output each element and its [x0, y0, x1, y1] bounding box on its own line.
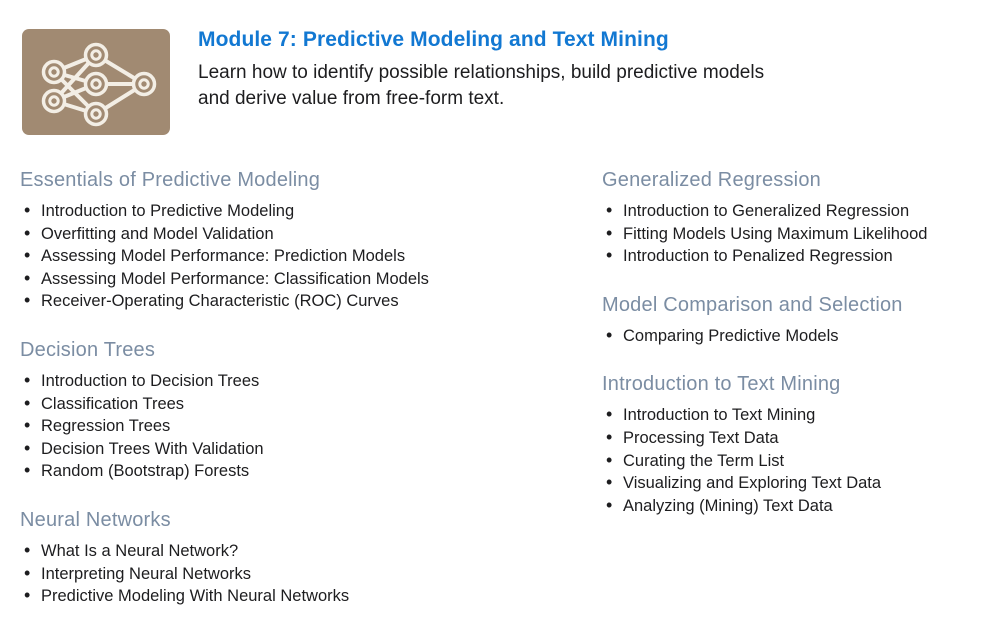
- neural-network-graphic: [22, 29, 170, 135]
- topic-item: • Introduction to Penalized Regression: [602, 245, 992, 268]
- section-heading: Essentials of Predictive Modeling: [20, 169, 321, 191]
- neural-network-icon: [22, 29, 170, 135]
- topic-item: • Introduction to Text Mining: [602, 404, 992, 427]
- topic-list: [602, 200, 992, 268]
- topic-item: • Assessing Model Performance: Classification Models: [20, 268, 585, 291]
- section-heading: Generalized Regression: [602, 169, 821, 191]
- section-heading: Neural Networks: [20, 508, 171, 531]
- section-heading: Decision Trees: [20, 338, 156, 361]
- section-heading: Introduction to Text Mining: [602, 373, 841, 396]
- left-column: [20, 168, 585, 619]
- module-description-line-2: and derive value from free-form text.: [198, 88, 505, 109]
- topic-list: [602, 325, 992, 348]
- module-description-line-1: Learn how to identify possible relationships, build predictive models: [198, 62, 765, 83]
- topic-item: • Curating the Term List: [602, 450, 992, 473]
- topic-item: • Introduction to Decision Trees: [20, 370, 585, 393]
- topic-item: • Analyzing (Mining) Text Data: [602, 495, 992, 518]
- topic-list: [20, 370, 585, 483]
- topic-list: [20, 200, 585, 313]
- topic-item: • Random (Bootstrap) Forests: [20, 460, 585, 483]
- topic-item: • Predictive Modeling With Neural Networks: [20, 585, 585, 608]
- topic-item: • Comparing Predictive Models: [602, 325, 992, 348]
- topic-item: • Classification Trees: [20, 393, 585, 416]
- header: [198, 27, 958, 112]
- topic-item: • Receiver-Operating Characteristic (ROC) Curves: [20, 290, 585, 313]
- topic-item: • Decision Trees With Validation: [20, 438, 585, 461]
- topic-item: • Fitting Models Using Maximum Likelihood: [602, 223, 992, 246]
- topic-item: • Assessing Model Performance: Prediction Models: [20, 245, 585, 268]
- topic-list: [602, 404, 992, 517]
- section-heading: Model Comparison and Selection: [602, 293, 903, 316]
- topic-item: • Introduction to Predictive Modeling: [20, 200, 585, 223]
- topic-item: • Overfitting and Model Validation: [20, 223, 585, 246]
- module-description: [198, 60, 958, 112]
- topic-item: • Processing Text Data: [602, 427, 992, 450]
- topic-item: • Introduction to Generalized Regression: [602, 200, 992, 223]
- topic-list: [20, 540, 585, 608]
- topic-item: • Interpreting Neural Networks: [20, 563, 585, 586]
- right-column: [602, 168, 992, 542]
- topic-item: • Visualizing and Exploring Text Data: [602, 472, 992, 495]
- module-title: Module 7: Predictive Modeling and Text Mining: [198, 28, 669, 51]
- topic-item: • Regression Trees: [20, 415, 585, 438]
- topic-item: • What Is a Neural Network?: [20, 540, 585, 563]
